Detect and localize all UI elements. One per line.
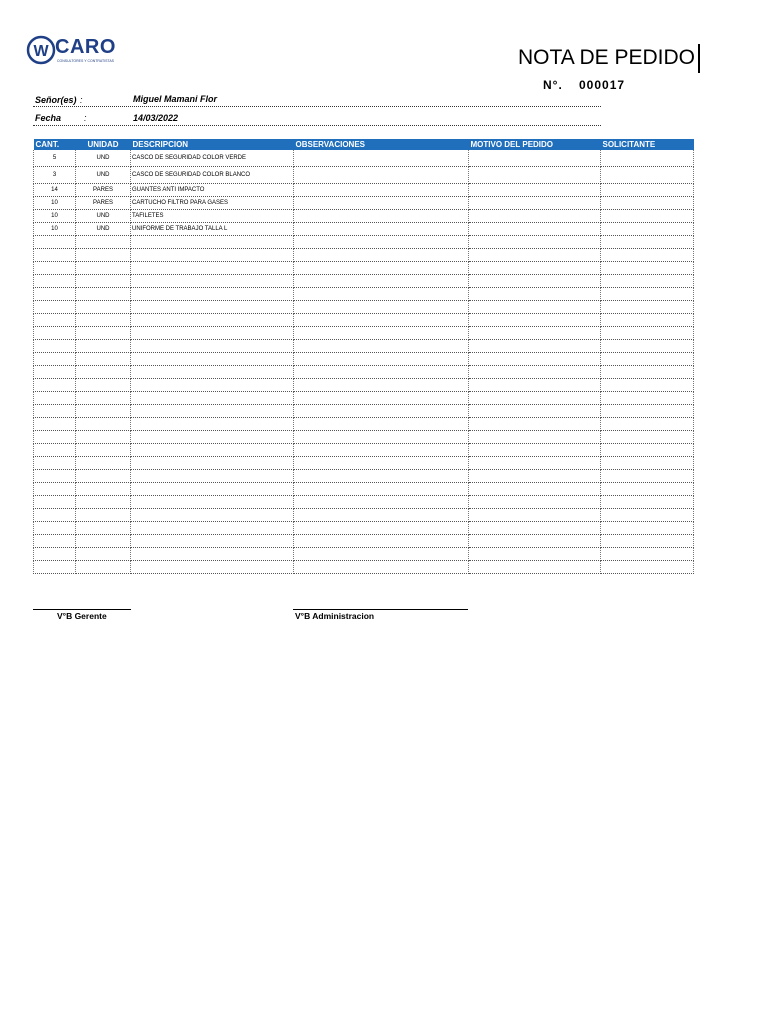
empty-cell bbox=[294, 483, 469, 496]
gerente-signature-line bbox=[33, 609, 131, 610]
empty-cell bbox=[294, 275, 469, 288]
administracion-signature-line bbox=[293, 609, 468, 610]
logo-brand: CARO bbox=[55, 36, 116, 58]
empty-table-row bbox=[34, 353, 694, 366]
empty-cell bbox=[294, 249, 469, 262]
cell-cant: 10 bbox=[34, 223, 76, 236]
empty-cell bbox=[34, 418, 76, 431]
empty-cell bbox=[76, 548, 131, 561]
cell-unidad: UND bbox=[76, 150, 131, 167]
empty-cell bbox=[601, 327, 694, 340]
empty-cell bbox=[469, 496, 601, 509]
empty-cell bbox=[294, 405, 469, 418]
empty-cell bbox=[294, 288, 469, 301]
empty-cell bbox=[76, 418, 131, 431]
empty-cell bbox=[131, 301, 294, 314]
empty-cell bbox=[294, 548, 469, 561]
cell-observaciones bbox=[294, 167, 469, 184]
empty-table-row bbox=[34, 340, 694, 353]
empty-cell bbox=[131, 327, 294, 340]
empty-table-row bbox=[34, 548, 694, 561]
title-cursor-bar bbox=[698, 44, 700, 73]
empty-cell bbox=[76, 327, 131, 340]
empty-cell bbox=[601, 522, 694, 535]
empty-cell bbox=[34, 392, 76, 405]
empty-cell bbox=[601, 483, 694, 496]
empty-cell bbox=[469, 509, 601, 522]
table-row bbox=[34, 223, 694, 236]
empty-cell bbox=[601, 444, 694, 457]
empty-cell bbox=[34, 236, 76, 249]
empty-cell bbox=[131, 353, 294, 366]
empty-cell bbox=[294, 470, 469, 483]
empty-cell bbox=[34, 275, 76, 288]
order-table bbox=[33, 139, 694, 574]
empty-cell bbox=[601, 353, 694, 366]
cell-motivo bbox=[469, 150, 601, 167]
empty-table-row bbox=[34, 327, 694, 340]
empty-cell bbox=[76, 535, 131, 548]
empty-cell bbox=[76, 431, 131, 444]
empty-table-row bbox=[34, 431, 694, 444]
empty-table-row bbox=[34, 444, 694, 457]
empty-cell bbox=[34, 496, 76, 509]
empty-cell bbox=[131, 314, 294, 327]
empty-cell bbox=[34, 288, 76, 301]
cell-descripcion: CARTUCHO FILTRO PARA GASES bbox=[131, 197, 294, 210]
empty-cell bbox=[469, 418, 601, 431]
empty-cell bbox=[601, 301, 694, 314]
empty-cell bbox=[131, 509, 294, 522]
empty-cell bbox=[34, 483, 76, 496]
empty-cell bbox=[469, 431, 601, 444]
header-motivo: MOTIVO DEL PEDIDO bbox=[469, 139, 601, 150]
empty-cell bbox=[131, 522, 294, 535]
empty-cell bbox=[34, 535, 76, 548]
empty-cell bbox=[131, 457, 294, 470]
empty-cell bbox=[76, 301, 131, 314]
empty-table-row bbox=[34, 405, 694, 418]
empty-cell bbox=[76, 483, 131, 496]
empty-cell bbox=[76, 379, 131, 392]
empty-cell bbox=[601, 457, 694, 470]
empty-cell bbox=[469, 444, 601, 457]
empty-cell bbox=[34, 509, 76, 522]
empty-cell bbox=[469, 483, 601, 496]
senores-label: Señor(es) bbox=[35, 95, 77, 105]
cell-cant: 5 bbox=[34, 150, 76, 167]
empty-cell bbox=[131, 236, 294, 249]
empty-table-row bbox=[34, 366, 694, 379]
empty-cell bbox=[34, 249, 76, 262]
empty-cell bbox=[469, 301, 601, 314]
cell-observaciones bbox=[294, 184, 469, 197]
cell-cant: 10 bbox=[34, 210, 76, 223]
empty-cell bbox=[294, 353, 469, 366]
empty-table-row bbox=[34, 314, 694, 327]
empty-table-row bbox=[34, 470, 694, 483]
empty-cell bbox=[601, 418, 694, 431]
empty-cell bbox=[601, 431, 694, 444]
empty-cell bbox=[294, 444, 469, 457]
cell-observaciones bbox=[294, 150, 469, 167]
empty-cell bbox=[76, 496, 131, 509]
table-row bbox=[34, 210, 694, 223]
empty-cell bbox=[294, 366, 469, 379]
empty-cell bbox=[131, 548, 294, 561]
empty-cell bbox=[76, 353, 131, 366]
empty-cell bbox=[601, 340, 694, 353]
empty-cell bbox=[601, 392, 694, 405]
empty-cell bbox=[131, 431, 294, 444]
empty-cell bbox=[294, 327, 469, 340]
empty-cell bbox=[34, 314, 76, 327]
empty-cell bbox=[76, 366, 131, 379]
empty-cell bbox=[601, 561, 694, 574]
empty-cell bbox=[131, 444, 294, 457]
empty-cell bbox=[469, 275, 601, 288]
empty-cell bbox=[469, 470, 601, 483]
cell-motivo bbox=[469, 197, 601, 210]
empty-cell bbox=[294, 561, 469, 574]
empty-cell bbox=[34, 444, 76, 457]
empty-cell bbox=[131, 535, 294, 548]
empty-table-row bbox=[34, 262, 694, 275]
empty-cell bbox=[34, 561, 76, 574]
cell-cant: 3 bbox=[34, 167, 76, 184]
empty-cell bbox=[294, 535, 469, 548]
empty-cell bbox=[469, 340, 601, 353]
empty-table-row bbox=[34, 561, 694, 574]
cell-solicitante bbox=[601, 197, 694, 210]
empty-cell bbox=[294, 522, 469, 535]
empty-cell bbox=[601, 548, 694, 561]
empty-cell bbox=[76, 444, 131, 457]
empty-cell bbox=[34, 327, 76, 340]
empty-cell bbox=[469, 353, 601, 366]
empty-cell bbox=[131, 392, 294, 405]
gerente-signature-label: V°B Gerente bbox=[57, 611, 107, 621]
empty-cell bbox=[601, 288, 694, 301]
empty-cell bbox=[469, 561, 601, 574]
empty-table-row bbox=[34, 509, 694, 522]
empty-cell bbox=[131, 275, 294, 288]
empty-cell bbox=[76, 392, 131, 405]
empty-cell bbox=[76, 470, 131, 483]
empty-table-row bbox=[34, 236, 694, 249]
cell-unidad: PARES bbox=[76, 197, 131, 210]
header-cant: CANT. bbox=[34, 139, 76, 150]
empty-table-row bbox=[34, 496, 694, 509]
order-number-value: 000017 bbox=[579, 78, 626, 92]
empty-cell bbox=[34, 470, 76, 483]
empty-cell bbox=[131, 483, 294, 496]
empty-cell bbox=[34, 522, 76, 535]
empty-cell bbox=[131, 405, 294, 418]
empty-cell bbox=[601, 535, 694, 548]
empty-cell bbox=[76, 314, 131, 327]
senores-underline bbox=[33, 106, 601, 107]
order-number-label: N°. bbox=[543, 78, 563, 92]
empty-cell bbox=[34, 340, 76, 353]
cell-unidad: UND bbox=[76, 223, 131, 236]
empty-cell bbox=[469, 249, 601, 262]
empty-cell bbox=[469, 522, 601, 535]
cell-observaciones bbox=[294, 210, 469, 223]
cell-unidad: PARES bbox=[76, 184, 131, 197]
empty-cell bbox=[131, 379, 294, 392]
empty-cell bbox=[294, 314, 469, 327]
empty-cell bbox=[131, 340, 294, 353]
empty-cell bbox=[601, 405, 694, 418]
empty-cell bbox=[469, 314, 601, 327]
empty-cell bbox=[294, 236, 469, 249]
empty-table-row bbox=[34, 249, 694, 262]
empty-cell bbox=[34, 457, 76, 470]
empty-cell bbox=[34, 366, 76, 379]
empty-cell bbox=[601, 509, 694, 522]
fecha-label: Fecha bbox=[35, 113, 62, 123]
empty-cell bbox=[131, 470, 294, 483]
cell-motivo bbox=[469, 223, 601, 236]
empty-cell bbox=[469, 457, 601, 470]
cell-unidad: UND bbox=[76, 167, 131, 184]
empty-cell bbox=[601, 496, 694, 509]
empty-cell bbox=[34, 431, 76, 444]
cell-descripcion: CASCO DE SEGURIDAD COLOR VERDE bbox=[131, 150, 294, 167]
cell-unidad: UND bbox=[76, 210, 131, 223]
empty-cell bbox=[601, 470, 694, 483]
administracion-signature-label: V°B Administracion bbox=[295, 611, 375, 621]
empty-cell bbox=[76, 457, 131, 470]
empty-cell bbox=[294, 496, 469, 509]
empty-table-row bbox=[34, 483, 694, 496]
empty-cell bbox=[469, 392, 601, 405]
table-header-row bbox=[34, 139, 694, 150]
empty-cell bbox=[601, 275, 694, 288]
cell-descripcion: TAFILETES bbox=[131, 210, 294, 223]
empty-cell bbox=[131, 418, 294, 431]
empty-cell bbox=[294, 340, 469, 353]
empty-rows-group bbox=[34, 236, 694, 574]
table-row bbox=[34, 167, 694, 184]
cell-descripcion: UNIFORME DE TRABAJO TALLA L bbox=[131, 223, 294, 236]
empty-cell bbox=[294, 431, 469, 444]
empty-table-row bbox=[34, 418, 694, 431]
empty-cell bbox=[34, 301, 76, 314]
empty-cell bbox=[34, 353, 76, 366]
empty-cell bbox=[34, 379, 76, 392]
cell-solicitante bbox=[601, 223, 694, 236]
empty-cell bbox=[76, 340, 131, 353]
logo-circle-icon bbox=[26, 33, 56, 67]
empty-cell bbox=[469, 379, 601, 392]
empty-table-row bbox=[34, 379, 694, 392]
empty-cell bbox=[601, 262, 694, 275]
empty-cell bbox=[601, 236, 694, 249]
senores-colon: : bbox=[80, 95, 83, 105]
empty-cell bbox=[601, 314, 694, 327]
empty-table-row bbox=[34, 301, 694, 314]
table-row bbox=[34, 184, 694, 197]
empty-table-row bbox=[34, 275, 694, 288]
header-solicitante: SOLICITANTE bbox=[601, 139, 694, 150]
cell-cant: 10 bbox=[34, 197, 76, 210]
empty-cell bbox=[76, 262, 131, 275]
cell-solicitante bbox=[601, 150, 694, 167]
cell-descripcion: GUANTES ANTI IMPACTO bbox=[131, 184, 294, 197]
empty-cell bbox=[469, 366, 601, 379]
empty-cell bbox=[76, 405, 131, 418]
empty-cell bbox=[294, 301, 469, 314]
cell-cant: 14 bbox=[34, 184, 76, 197]
senores-value: Miguel Mamani Flor bbox=[133, 94, 218, 104]
empty-cell bbox=[76, 249, 131, 262]
empty-cell bbox=[469, 535, 601, 548]
empty-cell bbox=[294, 418, 469, 431]
document-title: NOTA DE PEDIDO bbox=[518, 46, 695, 69]
empty-table-row bbox=[34, 288, 694, 301]
empty-cell bbox=[131, 249, 294, 262]
empty-cell bbox=[294, 457, 469, 470]
empty-cell bbox=[131, 262, 294, 275]
empty-cell bbox=[34, 405, 76, 418]
empty-cell bbox=[76, 275, 131, 288]
empty-cell bbox=[469, 236, 601, 249]
header-observaciones: OBSERVACIONES bbox=[294, 139, 469, 150]
header-descripcion: DESCRIPCION bbox=[131, 139, 294, 150]
empty-cell bbox=[601, 249, 694, 262]
empty-cell bbox=[469, 288, 601, 301]
empty-cell bbox=[601, 366, 694, 379]
empty-cell bbox=[131, 561, 294, 574]
empty-cell bbox=[76, 236, 131, 249]
empty-cell bbox=[469, 548, 601, 561]
cell-motivo bbox=[469, 210, 601, 223]
empty-table-row bbox=[34, 522, 694, 535]
empty-table-row bbox=[34, 535, 694, 548]
fecha-underline bbox=[33, 125, 601, 126]
cell-observaciones bbox=[294, 223, 469, 236]
empty-cell bbox=[76, 561, 131, 574]
empty-table-row bbox=[34, 392, 694, 405]
empty-cell bbox=[76, 522, 131, 535]
cell-solicitante bbox=[601, 210, 694, 223]
empty-cell bbox=[294, 379, 469, 392]
fecha-value: 14/03/2022 bbox=[133, 113, 179, 123]
empty-cell bbox=[131, 496, 294, 509]
empty-cell bbox=[34, 548, 76, 561]
empty-cell bbox=[294, 262, 469, 275]
empty-table-row bbox=[34, 457, 694, 470]
table-row bbox=[34, 150, 694, 167]
company-logo bbox=[26, 33, 116, 67]
empty-cell bbox=[34, 262, 76, 275]
logo-tagline: CONSULTORES Y CONTRATISTAS bbox=[57, 59, 114, 63]
header-unidad: UNIDAD bbox=[76, 139, 131, 150]
cell-motivo bbox=[469, 167, 601, 184]
empty-cell bbox=[131, 288, 294, 301]
empty-cell bbox=[76, 509, 131, 522]
logo-letter: W bbox=[33, 43, 49, 60]
empty-cell bbox=[76, 288, 131, 301]
table-row bbox=[34, 197, 694, 210]
empty-cell bbox=[469, 262, 601, 275]
empty-cell bbox=[294, 392, 469, 405]
empty-cell bbox=[131, 366, 294, 379]
cell-descripcion: CASCO DE SEGURIDAD COLOR BLANCO bbox=[131, 167, 294, 184]
empty-cell bbox=[469, 327, 601, 340]
empty-cell bbox=[601, 379, 694, 392]
cell-motivo bbox=[469, 184, 601, 197]
empty-cell bbox=[294, 509, 469, 522]
empty-cell bbox=[469, 405, 601, 418]
cell-observaciones bbox=[294, 197, 469, 210]
cell-solicitante bbox=[601, 184, 694, 197]
cell-solicitante bbox=[601, 167, 694, 184]
fecha-colon: : bbox=[84, 113, 87, 123]
